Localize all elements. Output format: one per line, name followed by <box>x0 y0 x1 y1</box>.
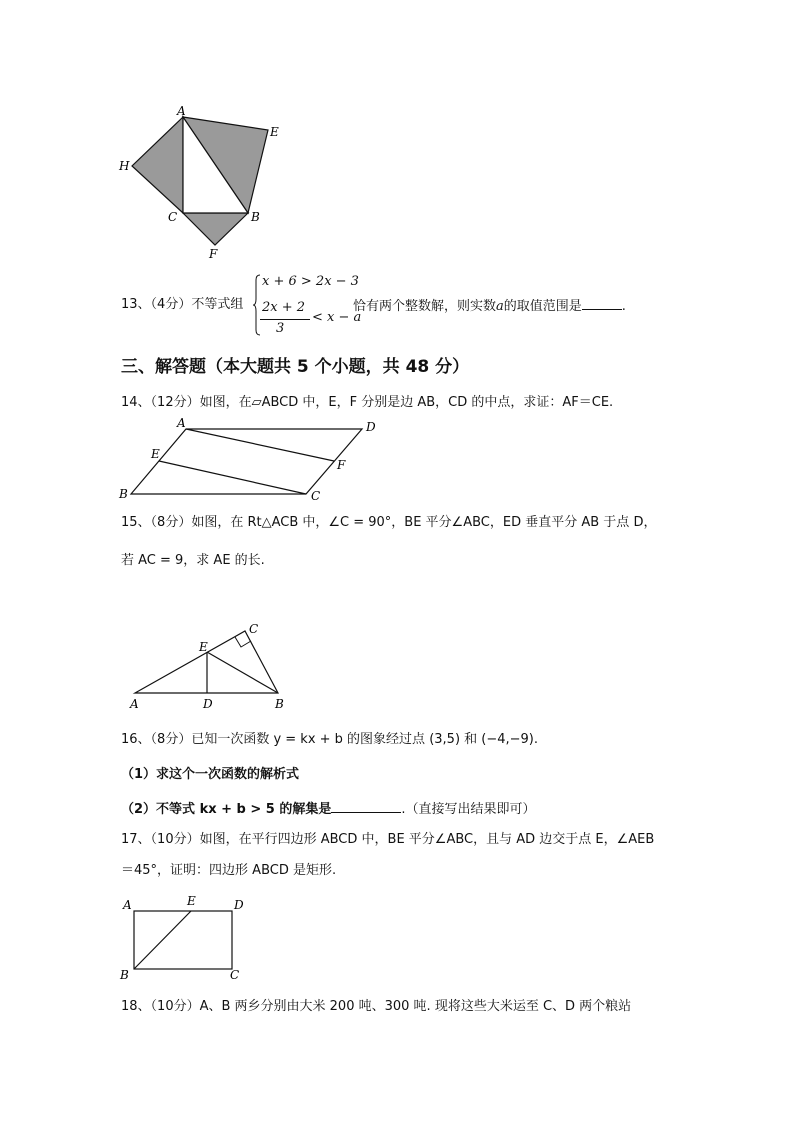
q13-fraction-numerator: 2x + 2 <box>262 300 306 315</box>
label-D: D <box>234 898 244 912</box>
label-A: A <box>130 697 139 711</box>
label-F: F <box>337 458 346 472</box>
label-E: E <box>270 125 279 139</box>
label-E: E <box>187 894 196 908</box>
q16-sub-2: （2）不等式 kx + b > 5 的解集是 .（直接写出结果即可） <box>121 799 536 819</box>
label-B: B <box>119 487 128 501</box>
label-F: F <box>209 247 218 261</box>
label-A: A <box>177 104 186 118</box>
label-H: H <box>119 159 130 173</box>
label-B: B <box>251 210 260 224</box>
q16-text: 16、（8分）已知一次函数 y = kx + b 的图象经过点 (3,5) 和 (−4,−9). <box>121 732 539 747</box>
label-B: B <box>275 697 284 711</box>
label-C: C <box>311 489 321 503</box>
q13-text: 恰有两个整数解，则实数a的取值范围是 . <box>353 296 626 316</box>
q13-inequality-1: x + 6 > 2x − 3 <box>262 274 359 289</box>
q13-fraction-denominator: 3 <box>276 321 285 336</box>
label-E: E <box>151 447 160 461</box>
label-A: A <box>123 898 132 912</box>
label-D: D <box>366 420 376 434</box>
label-D: D <box>203 697 213 711</box>
figure-q14 <box>115 418 385 506</box>
label-E: E <box>199 640 208 654</box>
q13-fraction-bar <box>260 319 310 320</box>
q15-line-2: 若 AC = 9，求 AE 的长. <box>121 553 265 568</box>
brace-icon <box>252 274 262 336</box>
label-C: C <box>249 622 259 636</box>
figure-q17 <box>115 892 255 984</box>
label-C: C <box>230 968 240 982</box>
q15-line-1: 15、（8分）如图，在 Rt△ACB 中，∠C = 90°，BE 平分∠ABC，ED 垂直平分 AB 于点 D， <box>121 515 657 530</box>
q18-text: 18、（10分）A、B 两乡分别由大米 200 吨、300 吨. 现将这些大米运至 C、D 两个粮站 <box>121 999 632 1014</box>
q16-answer-blank <box>331 799 401 813</box>
q13-inequality-2-rest: < x − a <box>312 310 362 325</box>
figure-q15 <box>125 615 300 715</box>
q13-answer-blank <box>582 296 622 310</box>
q17-line-1: 17、（10分）如图，在平行四边形 ABCD 中，BE 平分∠ABC，且与 AD 边交于点 E，∠AEB <box>121 832 655 847</box>
label-A: A <box>177 416 186 430</box>
section-heading: 三、解答题（本大题共 5 个小题，共 48 分） <box>121 357 470 377</box>
q17-line-2: ＝45°，证明：四边形 ABCD 是矩形. <box>121 863 337 878</box>
label-C: C <box>168 210 178 224</box>
label-B: B <box>120 968 129 982</box>
q16-sub-1: （1）求这个一次函数的解析式 <box>121 767 300 782</box>
q14-text: 14、（12分）如图，在▱ABCD 中，E，F 分别是边 AB，CD 的中点，求证：AF＝CE. <box>121 395 614 410</box>
figure-q12 <box>110 100 290 270</box>
q13-number: 13、（4分）不等式组 <box>121 297 244 312</box>
